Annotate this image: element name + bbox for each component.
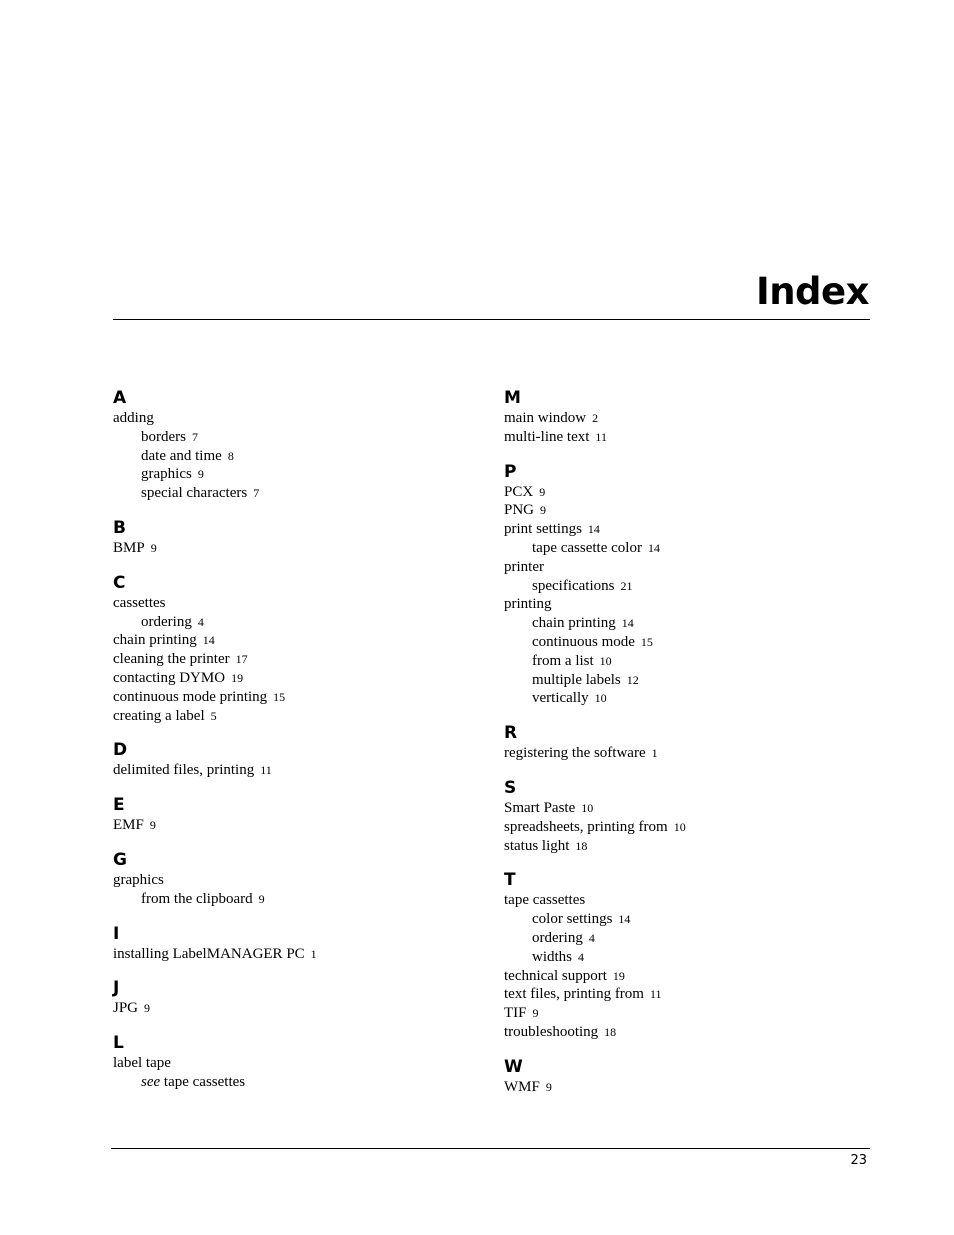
page-reference: 9: [532, 1006, 539, 1021]
page-reference: 11: [649, 987, 662, 1002]
index-entry: [113, 945, 473, 964]
index-section: [113, 388, 473, 503]
index-section: [113, 924, 473, 964]
index-section: [504, 462, 864, 709]
index-entry: [113, 539, 473, 558]
index-column-right: [504, 388, 864, 1112]
index-entry: [113, 1054, 473, 1073]
index-entry: [504, 744, 864, 763]
page-reference: 14: [621, 616, 634, 631]
page-reference: 10: [594, 691, 607, 706]
entry-text: JPG: [113, 1000, 139, 1017]
index-section: [113, 1033, 473, 1092]
index-column-left: [113, 388, 473, 1107]
page-reference: 9: [258, 891, 265, 906]
entry-text: EMF: [113, 817, 144, 834]
entry-text: specifications: [532, 577, 615, 594]
index-section: [504, 388, 864, 447]
section-letter: A: [113, 388, 127, 408]
index-entry: [113, 688, 473, 707]
index-entry: [113, 871, 473, 890]
entry-text: status light: [504, 837, 570, 854]
entry-text: creating a label: [113, 707, 205, 724]
index-subentry: [504, 948, 864, 967]
index-subentry: [504, 671, 864, 690]
entry-text: chain printing: [113, 632, 197, 649]
index-subentry: [504, 652, 864, 671]
entry-text: from a list: [532, 652, 594, 669]
index-entry: [504, 967, 864, 986]
page-reference: 9: [539, 484, 546, 499]
section-letter: M: [504, 388, 521, 408]
page-reference: 9: [144, 1001, 151, 1016]
page-reference: 15: [273, 689, 286, 704]
index-subentry: [504, 539, 864, 558]
page-reference: 18: [575, 838, 588, 853]
page-reference: 10: [599, 653, 612, 668]
page-title: Index: [755, 270, 869, 313]
page-reference: 9: [197, 467, 204, 482]
index-entry: [113, 669, 473, 688]
entry-text: widths: [532, 948, 573, 965]
entry-text: ordering: [141, 613, 192, 630]
entry-text: Smart Paste: [504, 799, 576, 816]
index-entry: [113, 707, 473, 726]
entry-text: spreadsheets, printing from: [504, 818, 668, 835]
entry-text: BMP: [113, 539, 145, 556]
index-entry: [504, 428, 864, 447]
entry-text: installing LabelMANAGER PC: [113, 945, 305, 962]
entry-text: WMF: [504, 1078, 540, 1095]
index-section: [113, 740, 473, 780]
index-subentry: [504, 577, 864, 596]
entry-text: print settings: [504, 521, 582, 538]
index-entry: [113, 761, 473, 780]
index-section: [113, 978, 473, 1018]
page-reference: 4: [588, 930, 595, 945]
page-reference: 11: [595, 429, 607, 444]
index-section: [113, 518, 473, 558]
see-reference: see: [141, 1073, 161, 1090]
entry-text: special characters: [141, 485, 248, 502]
entry-text: PNG: [504, 502, 535, 519]
index-entry: [504, 985, 864, 1004]
page-reference: 12: [626, 672, 639, 687]
page-reference: 17: [235, 652, 248, 667]
index-entry: [504, 1023, 864, 1042]
footer-divider: [111, 1148, 870, 1149]
section-letter: W: [504, 1056, 523, 1077]
title-divider: [113, 319, 870, 320]
entry-text: from the clipboard: [141, 890, 253, 907]
page-reference: 1: [310, 946, 317, 961]
page-reference: 9: [540, 503, 547, 518]
index-section: [504, 1057, 864, 1097]
entry-text: label tape: [113, 1055, 171, 1072]
index-subentry: [113, 1073, 473, 1092]
index-entry: [113, 409, 473, 428]
page-reference: 10: [581, 800, 594, 815]
index-subentry: [113, 613, 473, 632]
index-subentry: [504, 614, 864, 633]
page-reference: 7: [253, 486, 260, 501]
section-letter: T: [504, 870, 516, 891]
page-reference: 19: [612, 968, 625, 983]
index-subentry: [504, 689, 864, 708]
page-reference: 8: [227, 448, 234, 463]
page-reference: 14: [647, 540, 660, 555]
page-reference: 4: [197, 614, 204, 629]
section-letter: S: [504, 777, 517, 798]
entry-text: graphics: [141, 466, 192, 483]
entry-text: date and time: [141, 447, 222, 464]
index-subentry: [113, 447, 473, 466]
page-reference: 9: [545, 1079, 552, 1094]
index-section: [504, 778, 864, 855]
entry-text: multiple labels: [532, 671, 621, 688]
page-reference: 14: [618, 912, 631, 927]
index-entry: [113, 650, 473, 669]
entry-text: adding: [113, 410, 154, 426]
section-letter: P: [504, 461, 517, 482]
index-entry: [113, 816, 473, 835]
index-subentry: [113, 428, 473, 447]
index-entry: [504, 1078, 864, 1097]
page-reference: 18: [604, 1024, 617, 1039]
entry-text: continuous mode printing: [113, 688, 268, 705]
page-number: 23: [850, 1153, 867, 1168]
page-reference: 9: [150, 540, 157, 555]
index-entry: [504, 1004, 864, 1023]
entry-text: graphics: [113, 871, 164, 888]
index-section: [504, 723, 864, 763]
index-subentry: [113, 484, 473, 503]
index-section: [113, 850, 473, 909]
index-entry: [113, 594, 473, 613]
index-entry: [504, 799, 864, 818]
index-entry: [113, 999, 473, 1018]
index-entry: [504, 891, 864, 910]
entry-text: printer: [504, 558, 544, 575]
page-reference: 4: [578, 949, 585, 964]
entry-text: contacting DYMO: [113, 669, 226, 686]
entry-text: main window: [504, 410, 587, 426]
index-section: [113, 795, 473, 835]
page-reference: 21: [620, 578, 633, 593]
section-letter: L: [113, 1033, 124, 1054]
index-entry: [504, 595, 864, 614]
section-letter: B: [113, 517, 126, 538]
entry-text: cassettes: [113, 594, 166, 611]
index-subentry: [504, 929, 864, 948]
index-subentry: [113, 890, 473, 909]
entry-text: PCX: [504, 483, 534, 500]
entry-text: borders: [141, 428, 186, 445]
page-reference: 14: [202, 633, 215, 648]
section-letter: C: [113, 572, 126, 593]
entry-text: registering the software: [504, 745, 646, 762]
entry-text: TIF: [504, 1005, 527, 1022]
page-reference: 14: [587, 522, 600, 537]
section-letter: E: [113, 795, 125, 816]
section-letter: J: [113, 978, 120, 999]
section-letter: R: [504, 723, 518, 744]
entry-text: color settings: [532, 911, 613, 928]
page-reference: 1: [651, 746, 658, 761]
index-entry: [504, 837, 864, 856]
entry-text: ordering: [532, 929, 583, 946]
entry-text: multi-line text: [504, 428, 590, 445]
entry-text: technical support: [504, 967, 607, 984]
index-subentry: [504, 633, 864, 652]
section-letter: G: [113, 849, 127, 870]
index-entry: [504, 501, 864, 520]
section-letter: D: [113, 740, 128, 761]
entry-text: text files, printing from: [504, 986, 644, 1003]
page-reference: 5: [210, 708, 217, 723]
entry-text: printing: [504, 596, 552, 613]
index-entry: [504, 483, 864, 502]
page-reference: 9: [149, 818, 156, 833]
section-letter: I: [113, 923, 120, 944]
page-reference: 7: [192, 429, 198, 444]
page-reference: 11: [260, 763, 272, 778]
entry-text: tape cassettes: [504, 892, 586, 909]
page-reference: 2: [592, 411, 599, 425]
index-section: [504, 870, 864, 1041]
page-reference: 15: [640, 634, 653, 649]
index-entry: [504, 409, 864, 428]
index-entry: [504, 520, 864, 539]
page-reference: 19: [231, 670, 244, 685]
index-entry: [113, 631, 473, 650]
entry-text: delimited files, printing: [113, 762, 255, 779]
entry-text: tape cassette color: [532, 539, 642, 556]
entry-text: cleaning the printer: [113, 651, 230, 668]
entry-text: troubleshooting: [504, 1023, 599, 1040]
index-entry: [504, 558, 864, 577]
index-section: [113, 573, 473, 726]
page-reference: 10: [673, 819, 686, 834]
index-subentry: [504, 910, 864, 929]
entry-text: chain printing: [532, 615, 616, 632]
index-entry: [504, 818, 864, 837]
entry-text: tape cassettes: [163, 1073, 246, 1090]
index-subentry: [113, 465, 473, 484]
entry-text: continuous mode: [532, 633, 635, 650]
entry-text: vertically: [532, 690, 589, 707]
